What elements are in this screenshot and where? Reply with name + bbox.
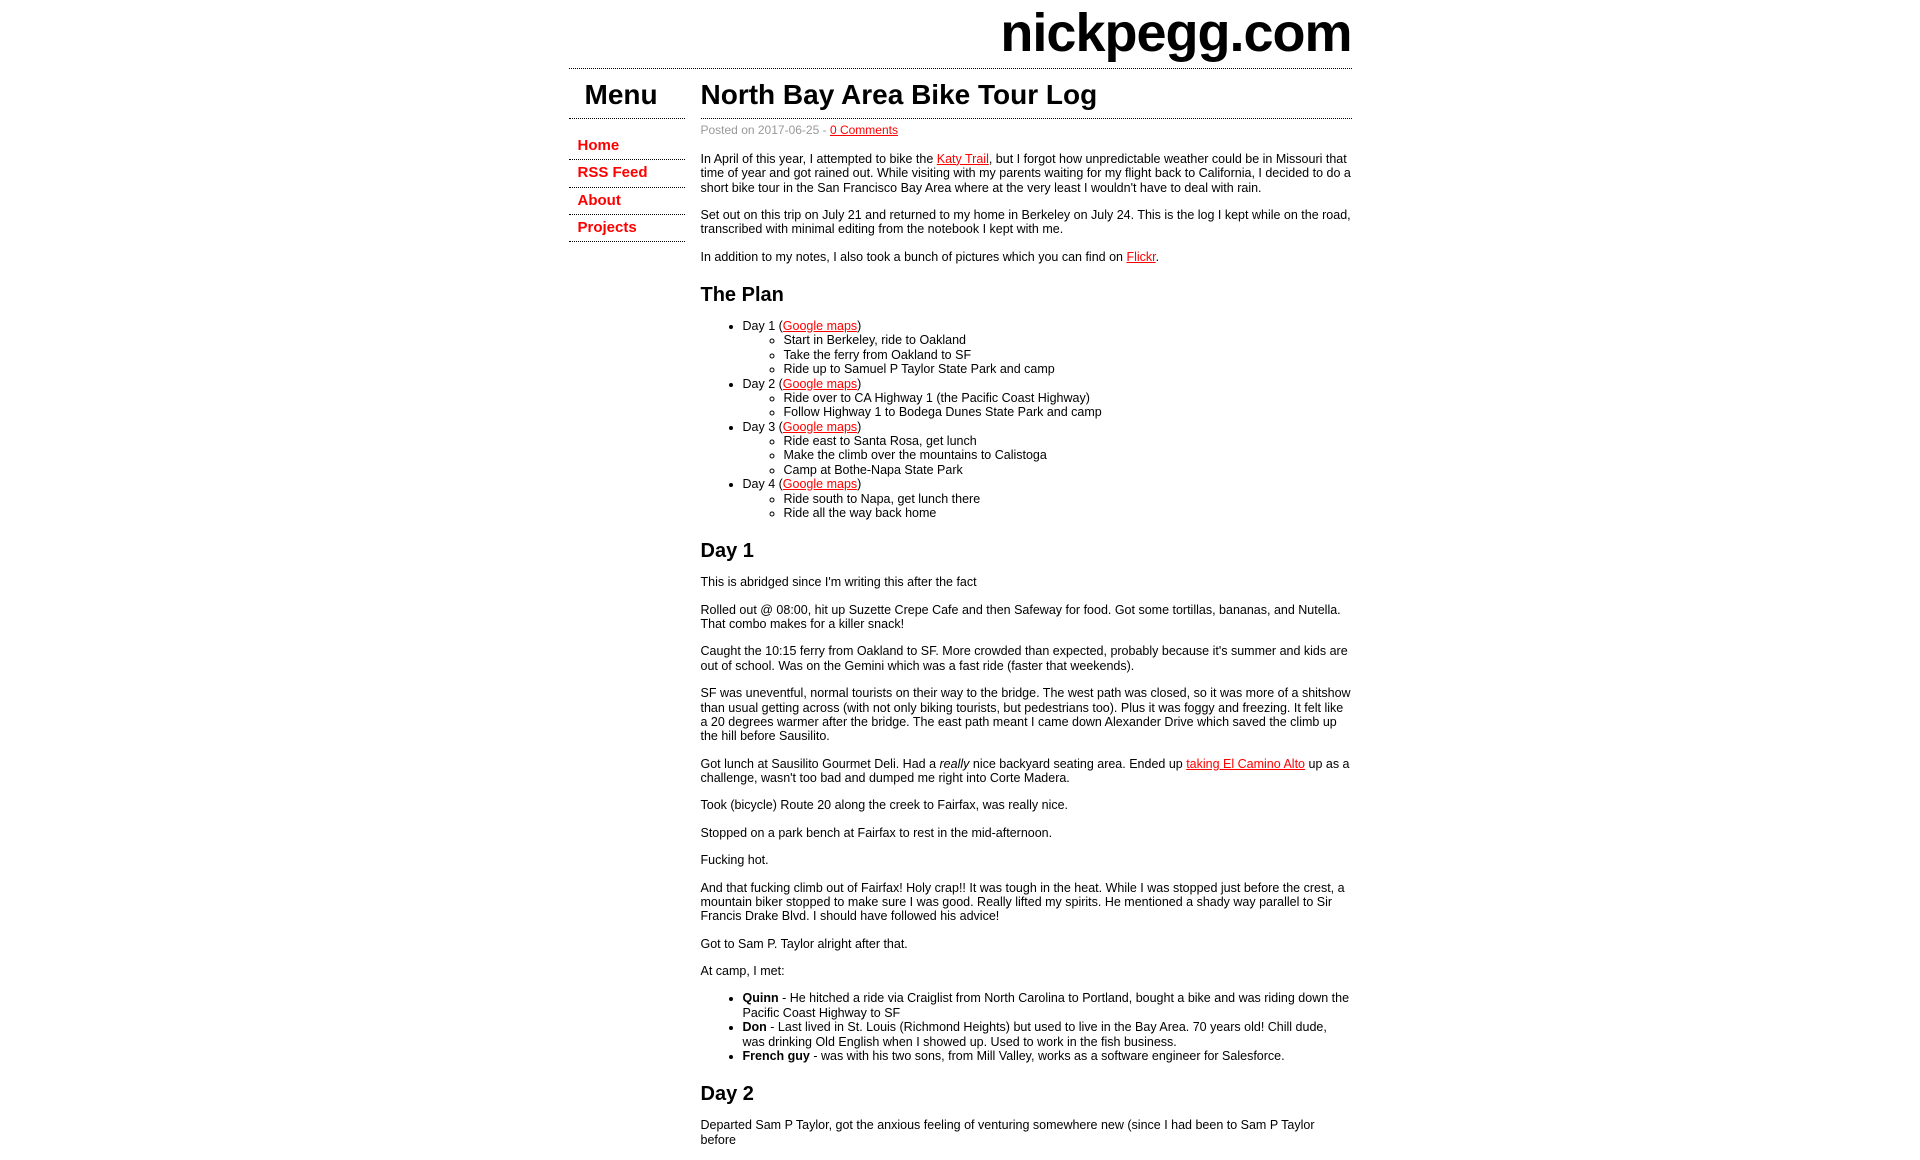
body-text: Took (bicycle) Route 20 along the creek to Fairfax, was really nice. [700, 798, 1069, 813]
google-maps-day-3-link[interactable]: Google maps [782, 419, 858, 434]
list-item [743, 1020, 1352, 1049]
body-text: ) [857, 477, 862, 492]
paragraph [701, 964, 1352, 978]
body-text: Rolled out @ 08:00, hit up Suzette Crepe Cafe and then Safeway for food. Got some tortillas, bananas, and Nutella. That combo makes for a killer snack! [700, 602, 1341, 632]
sub-list-item: ◦ Take the ferry from Oakland to SF [784, 348, 1352, 362]
body-text: Got to Sam P. Taylor alright after that. [700, 936, 908, 951]
body-text: Got lunch at Sausilito Gourmet Deli. Had a [700, 756, 940, 771]
paragraph [701, 798, 1352, 812]
google-maps-day-4-link[interactable]: Google maps [782, 477, 858, 492]
main-content [701, 81, 1352, 1160]
paragraph [701, 250, 1352, 264]
bold-text: French guy [742, 1048, 810, 1063]
menu-link-projects[interactable]: Projects [577, 218, 637, 236]
body-text: Stopped on a park bench at Fairfax to rest in the mid-afternoon. [700, 825, 1053, 840]
menu-link-home[interactable]: Home [577, 137, 620, 154]
list-item [743, 1049, 1352, 1063]
site-title-link[interactable]: nickpegg.com [1000, 3, 1352, 63]
list-item [743, 420, 1352, 478]
body-text: This is abridged since I'm writing this after the fact [700, 575, 977, 590]
sub-list-item: ◦ Make the climb over the mountains to Calistoga [784, 448, 1352, 462]
menu-item [569, 215, 685, 242]
menu-heading: Menu [569, 81, 685, 119]
content-columns [569, 81, 1352, 1160]
body-text: - was with his two sons, from Mill Valley, works as a software engineer for Salesforce. [809, 1048, 1285, 1063]
body-text: Day 4 ( [742, 477, 783, 492]
menu-item [569, 133, 685, 160]
section-heading: The Plan [700, 284, 784, 307]
paragraph [701, 757, 1352, 786]
body-text: ) [857, 376, 862, 391]
post-date-text: Posted on 2017-06-25 - [700, 123, 827, 137]
sub-list-item: ◦ Start in Berkeley, ride to Oakland [784, 333, 1352, 347]
sub-list-item: ◦ Ride all the way back home [784, 506, 1352, 520]
bold-text: Don [742, 1020, 767, 1035]
sub-list-item: ◦ Camp at Bothe-Napa State Park [784, 463, 1352, 477]
paragraph [701, 686, 1352, 744]
body-text: Departed Sam P Taylor, got the anxious feeling of venturing somewhere new (since I had been to Sam P Taylor before [700, 1118, 1315, 1147]
katy-trail-link[interactable]: Katy Trail [936, 151, 989, 166]
body-text: Set out on this trip on July 21 and returned to my home in Berkeley on July 24. This is the log I kept while on the road, transcribed with minimal editing from the notebook I kept with me. [700, 207, 1351, 237]
list-item [743, 991, 1352, 1020]
body-text: Day 1 ( [742, 319, 783, 334]
google-maps-day-1-link[interactable]: Google maps [782, 319, 858, 334]
paragraph [701, 881, 1352, 924]
paragraph [701, 152, 1352, 195]
menu-link-rss-feed[interactable]: RSS Feed [577, 164, 648, 182]
body-text: ) [857, 419, 862, 434]
paragraph [701, 644, 1352, 673]
bullet-list [701, 319, 1352, 520]
paragraph [701, 853, 1352, 867]
body-text: SF was uneventful, normal tourists on their way to the bridge. The west path was closed, so it was more of a shitshow than usual getting across (with not only biking tourists, but pedestrians too). Plus it was foggy and freezing. It felt like a 20 degrees warmer after the bridge. The east path meant I came down Alexander Drive which saved the climb up the hill before Sausilito. [700, 686, 1351, 744]
menu-list [569, 133, 685, 242]
sidebar [569, 81, 685, 242]
sub-list-item: ◦ Follow Highway 1 to Bodega Dunes State Park and camp [784, 405, 1352, 419]
menu-item [569, 160, 685, 187]
list-item [743, 319, 1352, 377]
body-text: Day 3 ( [742, 419, 783, 434]
body-text: And that fucking climb out of Fairfax! Holy crap!! It was tough in the heat. While I was stopped just before the crest, a mountain biker stopped to make sure I was good. Really lifted my spirits. He mentioned a shady way parallel to Sir Francis Drake Blvd. I should have followed his advice! [700, 880, 1345, 924]
paragraph [701, 208, 1352, 237]
sub-list [743, 391, 1352, 420]
section-heading: Day 1 [700, 540, 754, 563]
section-heading: Day 2 [700, 1083, 754, 1106]
body-text: At camp, I met: [700, 964, 785, 979]
post-title: North Bay Area Bike Tour Log [701, 81, 1352, 119]
sub-list-item: ◦ Ride over to CA Highway 1 (the Pacific Coast Highway) [784, 391, 1352, 405]
menu-item [569, 188, 685, 215]
sub-list [743, 434, 1352, 477]
paragraph [701, 575, 1352, 589]
comments-link[interactable]: 0 Comments [829, 123, 898, 137]
body-text: In April of this year, I attempted to bike the [700, 151, 937, 166]
body-text: up as a challenge, wasn't too bad and dumped me right into Corte Madera. [700, 756, 1350, 786]
sub-list-item: ◦ Ride up to Samuel P Taylor State Park and camp [784, 362, 1352, 376]
sub-list [743, 492, 1352, 521]
post-meta [701, 124, 1352, 138]
body-text: nice backyard seating area. Ended up [969, 756, 1187, 771]
page-container [569, 0, 1352, 1160]
bold-text: Quinn [742, 991, 779, 1006]
body-text: ) [857, 319, 862, 334]
list-item [743, 477, 1352, 520]
body-text: , but I forgot how unpredictable weather could be in Missouri that time of year and got rained out. While visiting with my parents waiting for my flight back to California, I decided to do a short bike tour in the San Francisco Bay Area where at the very least I wouldn't have to deal with rain. [700, 151, 1351, 195]
body-text: . [1155, 249, 1160, 264]
flickr-link[interactable]: Flickr [1126, 249, 1156, 264]
post-body [701, 152, 1352, 1147]
el-camino-alto-link[interactable]: taking El Camino Alto [1186, 756, 1306, 771]
body-text: Fucking hot. [700, 853, 769, 868]
sub-list-item: ◦ Ride east to Santa Rosa, get lunch [784, 434, 1352, 448]
body-text: In addition to my notes, I also took a bunch of pictures which you can find on [700, 249, 1127, 264]
paragraph [701, 1118, 1352, 1147]
paragraph [701, 603, 1352, 632]
menu-link-about[interactable]: About [577, 191, 621, 209]
paragraph [701, 937, 1352, 951]
sub-list-item: ◦ Ride south to Napa, get lunch there [784, 492, 1352, 506]
body-text: Caught the 10:15 ferry from Oakland to SF. More crowded than expected, probably because it's summer and kids are out of school. Was on the Gemini which was a fast ride (faster that weekends). [700, 644, 1348, 673]
site-header [569, 0, 1352, 69]
paragraph [701, 826, 1352, 840]
list-item [743, 377, 1352, 420]
body-text: - Last lived in St. Louis (Richmond Heights) but used to live in the Bay Area. 70 years old! Chill dude, was drinking Old English when I showed up. Used to work in the fish business. [742, 1020, 1327, 1049]
emphasis-text: really [939, 756, 970, 771]
body-text: Day 2 ( [742, 376, 783, 391]
google-maps-day-2-link[interactable]: Google maps [782, 376, 858, 391]
body-text: - He hitched a ride via Craiglist from North Carolina to Portland, bought a bike and was riding down the Pacific Coast Highway to SF [742, 991, 1350, 1020]
bullet-list [701, 991, 1352, 1063]
sub-list [743, 333, 1352, 376]
